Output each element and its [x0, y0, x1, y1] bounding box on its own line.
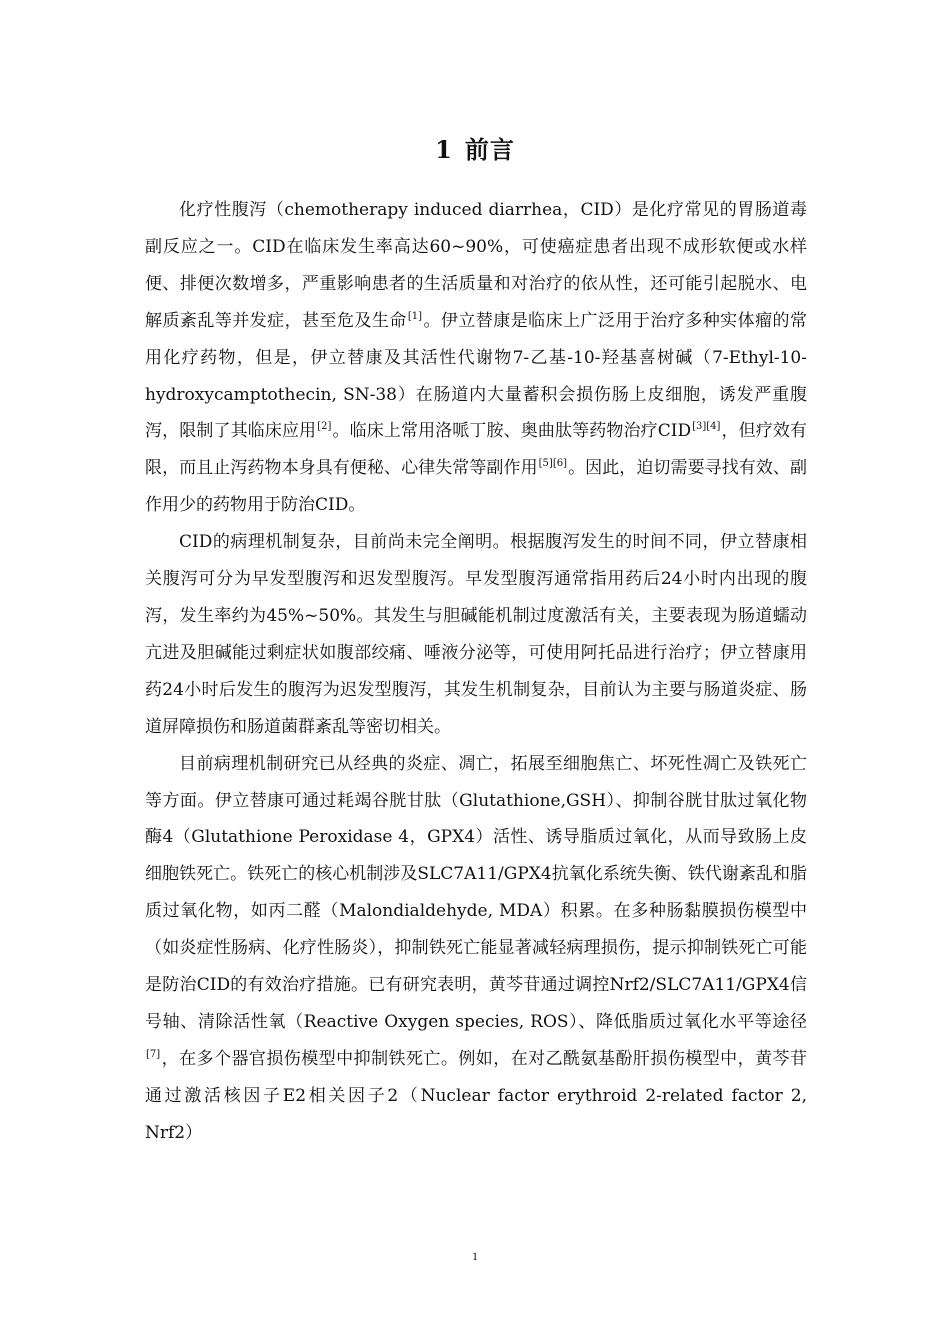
citation-ref: [5][6]	[538, 458, 567, 470]
paragraph-text: CID的病理机制复杂，目前尚未完全阐明。根据腹泻发生的时间不同，伊立替康相关腹泻可分为早发型腹泻和迟发型腹泻。早发型腹泻通常指用药后24小时内出现的腹泻，发生率约为45%~50%。其发生与胆碱能机制过度激活有关，主要表现为肠道蠕动亢进及胆碱能过剩症状如腹部绞痛、唾液分泌等，可使用阿托品进行治疗；伊立替康用药24小时后发生的腹泻为迟发型腹泻，其发生机制复杂，目前认为主要与肠道炎症、肠道屏障损伤和肠道菌群紊乱等密切相关。	[145, 532, 807, 737]
paragraph-text: 目前病理机制研究已从经典的炎症、凋亡，拓展至细胞焦亡、坏死性凋亡及铁死亡等方面。伊立替康可通过耗竭谷胱甘肽（Glutathione,GSH）、抑制谷胱甘肽过氧化物酶4（Glutathione Peroxidase 4，GPX4）活性、诱导脂质过氧化，从而导致肠上皮细胞铁死亡。铁死亡的核心机制涉及SLC7A11/GPX4抗氧化系统失衡、铁代谢紊乱和脂质过氧化物，如丙二醛（Malondialdehyde, MDA）积累。在多种肠黏膜损伤模型中（如炎症性肠病、化疗性肠炎），抑制铁死亡能显著减轻病理损伤，提示抑制铁死亡可能是防治CID的有效治疗措施。已有研究表明，黄芩苷通过调控Nrf2/SLC7A11/GPX4信号轴、清除活性氧（Reactive Oxygen species, ROS）、降低脂质过氧化水平等途径	[145, 753, 807, 1032]
citation-ref: [7]	[146, 1048, 161, 1060]
section-heading	[0, 132, 950, 168]
paragraph	[145, 192, 807, 524]
section-number: 1	[435, 135, 453, 164]
paragraph-text: ，但疗效有限，而且止泻药物本身具有便秘、心律失常等副作用	[145, 421, 808, 479]
paragraph-text: ，在多个器官损伤模型中抑制铁死亡。例如，在对乙酰氨基酚肝损伤模型中，黄芩苷通过激活核因子E2相关因子2（Nuclear factor erythroid 2-related factor 2, Nrf2）	[145, 1048, 807, 1143]
paragraph-text: 。伊立替康是临床上广泛用于治疗多种实体瘤的常用化疗药物，但是，伊立替康及其活性代谢物7-乙基-10-羟基喜树碱（7-Ethyl-10-hydroxycamptothecin, SN-38）在肠道内大量蓄积会损伤肠上皮细胞，诱发严重腹泻，限制了其临床应用	[145, 310, 808, 442]
page-number: 1	[472, 1249, 478, 1263]
body-text	[145, 192, 807, 1152]
section-title: 前言	[464, 135, 515, 164]
citation-ref: [1]	[407, 310, 422, 322]
paragraph-text: 。因此，迫切需要寻找有效、副作用少的药物用于防治CID。	[145, 458, 808, 516]
citation-ref: [3][4]	[692, 421, 721, 433]
citation-ref: [2]	[317, 421, 332, 433]
paragraph	[145, 746, 807, 1152]
paragraph-text: 。临床上常用洛哌丁胺、奥曲肽等药物治疗CID	[332, 421, 692, 442]
paragraph	[145, 524, 807, 745]
paragraph-text: 化疗性腹泻（chemotherapy induced diarrhea，CID）是化疗常见的胃肠道毒副反应之一。CID在临床发生率高达60~90%，可使癌症患者出现不成形软便或水样便、排便次数增多，严重影响患者的生活质量和对治疗的依从性，还可能引起脱水、电解质紊乱等并发症，甚至危及生命	[145, 200, 807, 331]
